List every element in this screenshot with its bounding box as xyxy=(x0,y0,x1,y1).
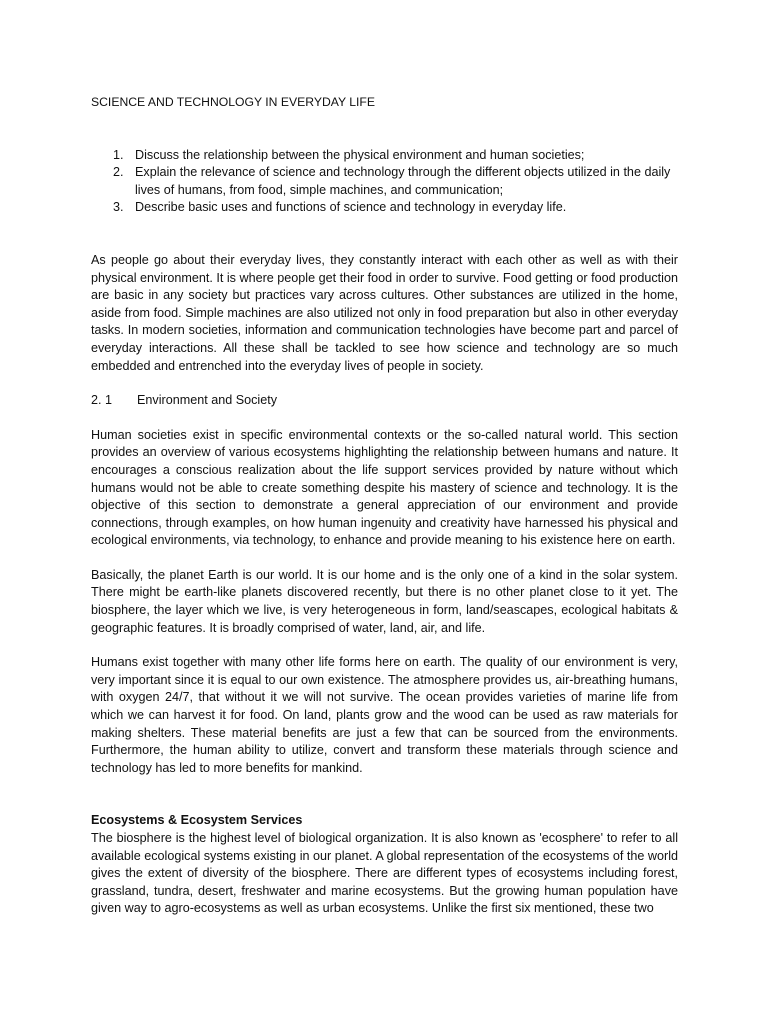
objective-number: 3. xyxy=(113,200,124,215)
intro-paragraph: As people go about their everyday lives, they constantly interact with each other as well as with their physical environment. It is where people get their food in order to survive. Food getting or food production are basic in any society but practices vary across cultures. Other substances are utilized in the home, aside from food. Simple machines are also utilized not only in food preparation but also in other everyday tasks. In modern societies, information and communication technologies have become part and parcel of everyday interactions. All these shall be tackled to see how science and technology are so much embedded and entrenched into the everyday lives of people in society. xyxy=(91,252,678,373)
body-paragraph: Humans exist together with many other life forms here on earth. The quality of our environment is very, very important since it is equal to our own existence. The atmosphere provides us, air-breathing humans, with oxygen 24/7, that without it we will not survive. The ocean provides varieties of marine life from which we can harvest it for food. On land, plants grow and the wood can be used as raw materials for making shelters. These material benefits are just a few that can be sourced from the environments. Furthermore, the human ability to utilize, convert and transform these materials through science and technology has led to more benefits for mankind. xyxy=(91,655,678,775)
body-paragraph: Basically, the planet Earth is our world. It is our home and is the only one of a kind in the solar system. There might be earth-like planets discovered recently, but there is no other planet close to it yet. The biosphere, the layer which we live, is very heterogeneous in form, land/seascapes, ecological habitats & geographic features. It is broadly comprised of water, land, air, and life. xyxy=(91,567,678,635)
objective-text: Describe basic uses and functions of science and technology in everyday life. xyxy=(135,200,567,215)
objective-item xyxy=(91,147,678,165)
objective-number: 2. xyxy=(113,165,124,180)
objective-number: 1. xyxy=(113,147,124,162)
document-title: SCIENCE AND TECHNOLOGY IN EVERYDAY LIFE xyxy=(91,95,376,109)
objective-item xyxy=(91,164,678,199)
objectives-list xyxy=(91,147,678,217)
section-title: Environment and Society xyxy=(137,393,278,408)
body-paragraph: The biosphere is the highest level of biological organization. It is also known as 'ecosphere' to refer to all available ecological systems existing in our planet. A global representation of the ecosystems of the world gives the extent of diversity of the biosphere. There are different types of ecosystems including forest, grassland, tundra, desert, freshwater and marine ecosystems. But the growing human population have given way to agro-ecosystems as well as urban ecosystems. Unlike the first six mentioned, these two xyxy=(91,831,678,916)
document-body xyxy=(91,94,678,918)
section-number: 2. 1 xyxy=(91,393,113,408)
section-heading xyxy=(91,392,678,410)
subheading: Ecosystems & Ecosystem Services xyxy=(91,813,303,828)
body-paragraph: Human societies exist in specific environmental contexts or the so-called natural world. This section provides an overview of various ecosystems highlighting the relationship between humans and nature. It encourages a conscious realization about the life support services provided by nature without which humans would not be able to create something despite his mastery of science and technology. It is the objective of this section to demonstrate a general appreciation of our environment and provide connections, through examples, on how human ingenuity and creativity have harnessed his physical and ecological environments, via technology, to enhance and provide meaning to his existence here on earth. xyxy=(91,427,678,548)
objective-text: Discuss the relationship between the physical environment and human societies; xyxy=(135,147,585,162)
objective-text: Explain the relevance of science and technology through the different objects utilized in the daily lives of humans, from food, simple machines, and communication; xyxy=(135,165,671,197)
objective-item xyxy=(91,199,678,217)
